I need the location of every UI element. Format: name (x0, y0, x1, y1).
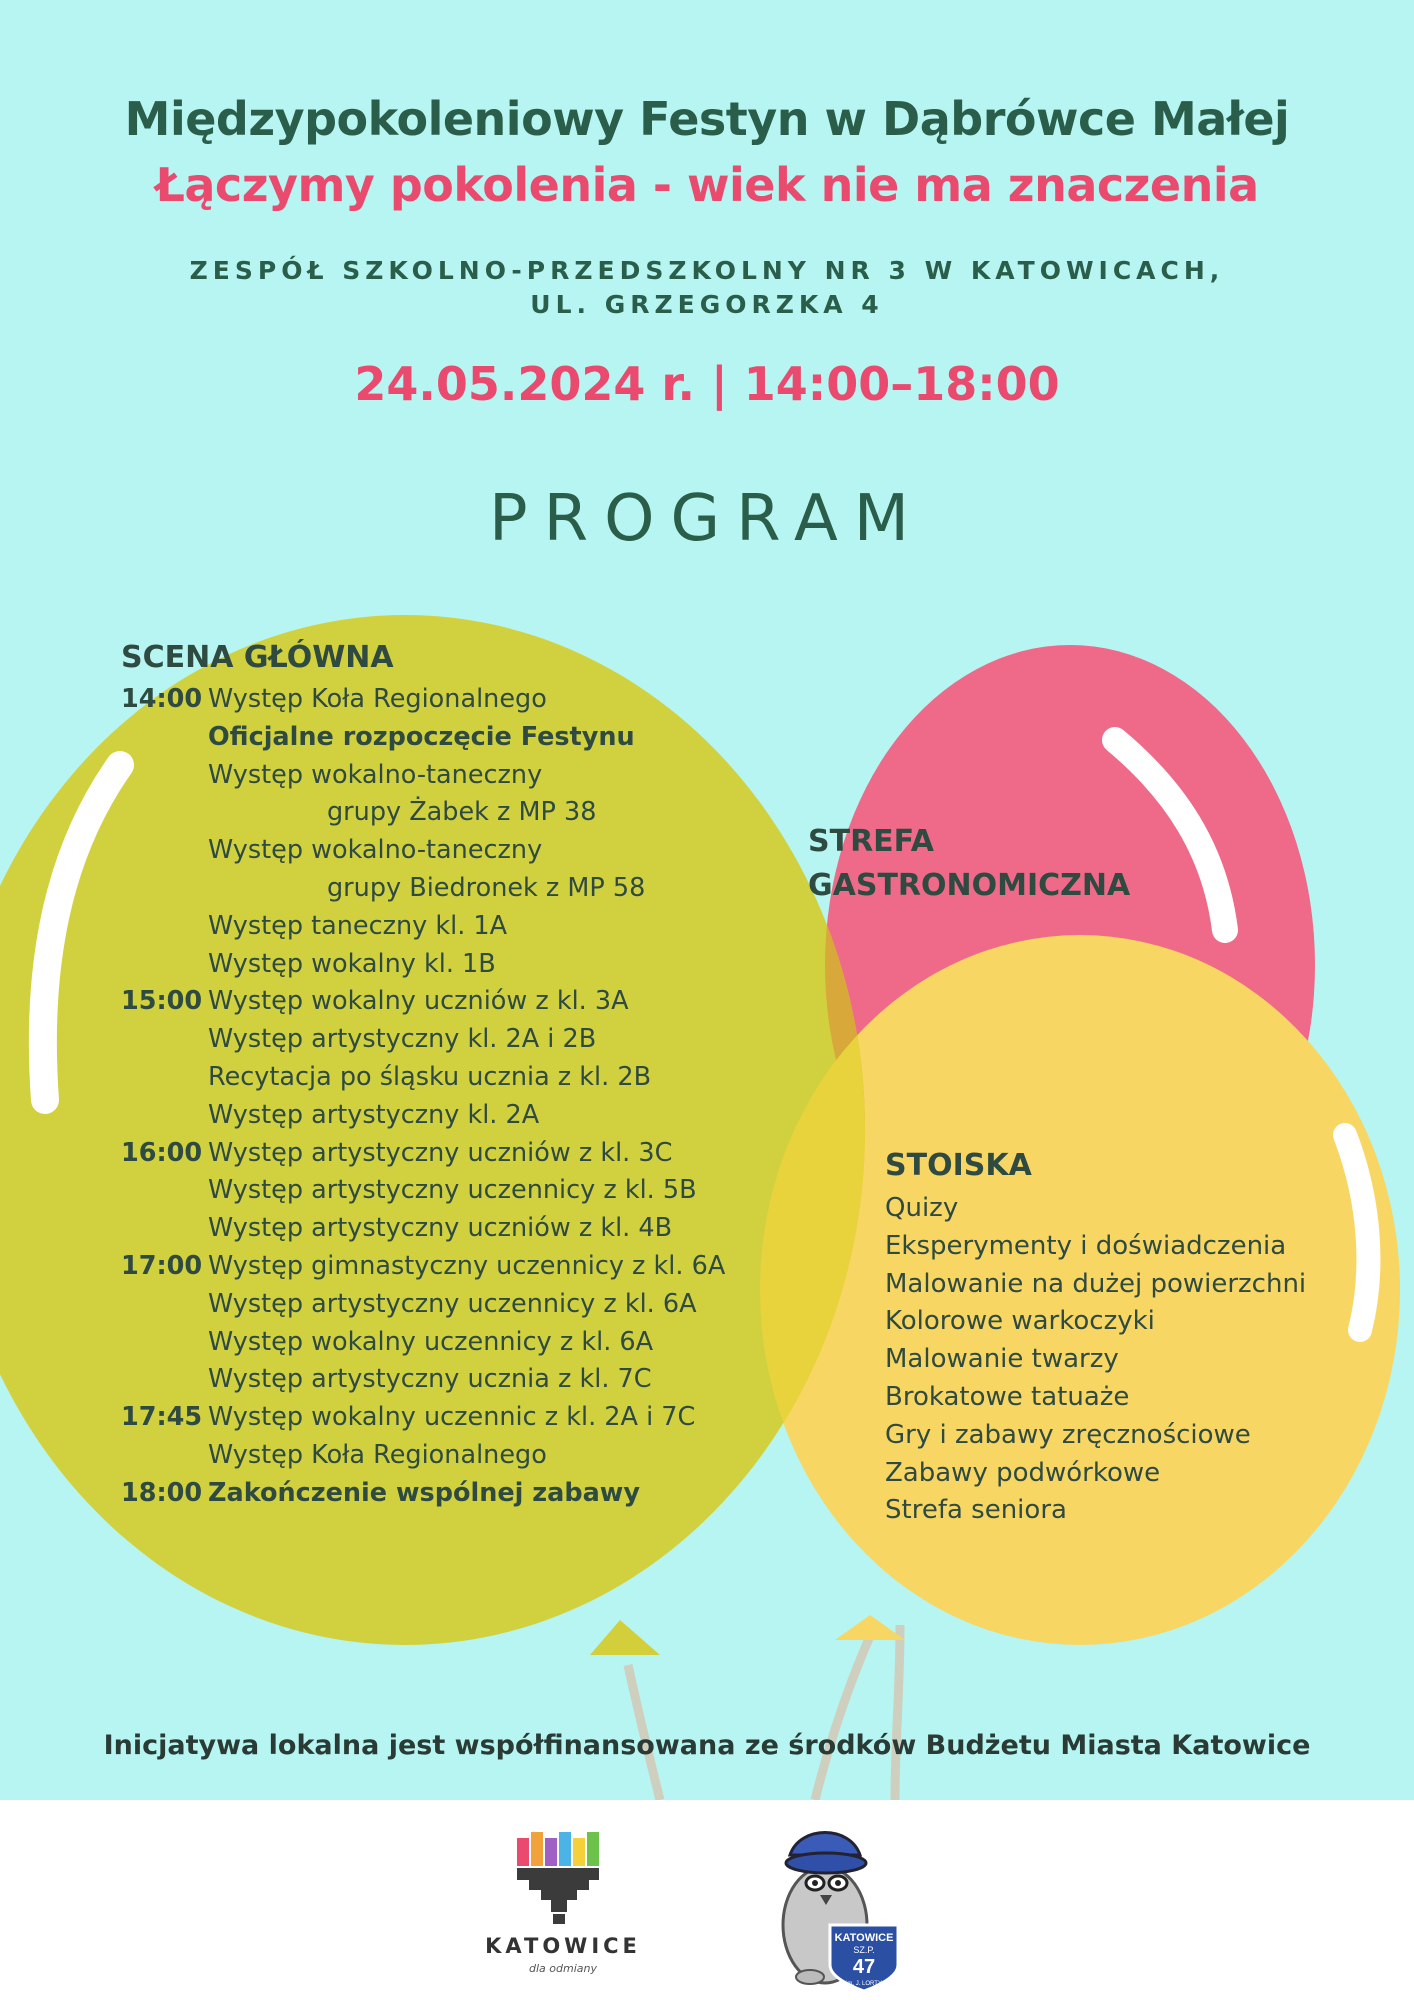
schedule-item-text: grupy Biedronek z MP 58 (327, 872, 646, 903)
stands-title: STOISKA (885, 1148, 1032, 1183)
schedule-item-text: Występ wokalny uczennicy z kl. 6A (208, 1326, 654, 1357)
event-date: 24.05.2024 r. | 14:00–18:00 (354, 357, 1060, 411)
gastro-zone (808, 820, 1130, 908)
school-logo-text-1: KATOWICE (834, 1932, 894, 1944)
stand-item: Zabawy podwórkowe (885, 1457, 1161, 1488)
balloon-olive-knot (590, 1620, 660, 1655)
schedule-item-text: Występ artystyczny uczniów z kl. 3C (208, 1137, 673, 1168)
schedule-item-text: Występ Koła Regionalnego (208, 684, 547, 714)
stand-item: Quizy (885, 1193, 959, 1223)
gastro-zone-line-2: GASTRONOMICZNA (808, 868, 1131, 903)
schedule-time: 17:00 (121, 1250, 203, 1281)
katowice-logo-text: KATOWICE (485, 1934, 641, 1958)
schedule-item-text: Recytacja po śląsku ucznia z kl. 2B (208, 1061, 652, 1092)
schedule-item-text: Występ wokalny uczniów z kl. 3A (208, 986, 629, 1017)
school-mascot-logo (770, 1815, 910, 1995)
stand-item: Eksperymenty i doświadczenia (885, 1230, 1287, 1261)
schedule-item-text: Występ artystyczny uczennicy z kl. 5B (208, 1175, 697, 1206)
schedule-item-text: Występ wokalno-taneczny (208, 835, 543, 866)
school-logo-text-4: im. J. LORTY (846, 1981, 882, 1987)
balloon-yellow-knot (835, 1615, 905, 1640)
gastro-zone-line-1: STREFA (808, 824, 934, 859)
schedule-time: 16:00 (121, 1137, 203, 1168)
schedule-item-text: Występ gimnastyczny uczennicy z kl. 6A (208, 1250, 726, 1281)
stand-item: Malowanie na dużej powierzchni (885, 1268, 1307, 1299)
schedule-item-text: Występ artystyczny uczennicy z kl. 6A (208, 1288, 697, 1319)
stands-list (885, 1190, 1306, 1530)
katowice-logo-sub: dla odmiany (529, 1962, 597, 1975)
address-line-1: ZESPÓŁ SZKOLNO-PRZEDSZKOLNY NR 3 W KATOWICACH, (189, 256, 1225, 285)
schedule-time: 15:00 (121, 986, 203, 1017)
funding-note: Inicjatywa lokalna jest współfinansowana ze środków Budżetu Miasta Katowice (103, 1730, 1311, 1761)
main-stage-title: SCENA GŁÓWNA (121, 640, 394, 675)
stand-item: Gry i zabawy zręcznościowe (885, 1419, 1251, 1450)
page-title: Międzypokoleniowy Festyn w Dąbrówce Małej (124, 92, 1290, 146)
stand-item: Malowanie twarzy (885, 1344, 1119, 1375)
stand-item: Kolorowe warkoczyki (885, 1306, 1155, 1337)
schedule-item-text: Występ artystyczny kl. 2A (208, 1099, 540, 1130)
schedule-item-text: Występ wokalny kl. 1B (208, 948, 496, 979)
balloon-string-pink (815, 1625, 875, 1800)
address-line-2: UL. GRZEGORZKA 4 (530, 290, 884, 319)
schedule-item-text: Występ wokalno-taneczny (208, 759, 543, 790)
schedule-item-text: Oficjalne rozpoczęcie Festynu (208, 721, 635, 752)
schedule-item-text: Występ artystyczny ucznia z kl. 7C (208, 1364, 652, 1395)
schedule-item-text: grupy Żabek z MP 38 (327, 797, 597, 828)
schedule-item-text: Występ Koła Regionalnego (208, 1439, 547, 1470)
program-heading: PROGRAM (489, 482, 925, 556)
stand-item: Strefa seniora (885, 1495, 1067, 1526)
katowice-logo-icon (515, 1828, 605, 1928)
schedule-time: 17:45 (121, 1402, 203, 1433)
page-subtitle: Łączymy pokolenia - wiek nie ma znaczenia (155, 158, 1259, 212)
stand-item: Brokatowe tatuaże (885, 1381, 1130, 1412)
schedule-item-text: Występ taneczny kl. 1A (208, 910, 508, 941)
school-logo-text-3: 47 (852, 1956, 876, 1978)
schedule-item-text: Występ wokalny uczennic z kl. 2A i 7C (208, 1402, 696, 1433)
schedule-item-text: Występ artystyczny kl. 2A i 2B (208, 1024, 597, 1055)
schedule-time: 18:00 (121, 1477, 203, 1508)
schedule-item-text: Zakończenie wspólnej zabawy (208, 1477, 640, 1508)
school-logo-text-2: SZ.P. (853, 1945, 875, 1955)
schedule-item-text: Występ artystyczny uczniów z kl. 4B (208, 1213, 673, 1244)
logo-band (0, 1800, 1414, 2000)
schedule-time: 14:00 (121, 684, 203, 714)
balloon-string-yellow (895, 1625, 900, 1800)
